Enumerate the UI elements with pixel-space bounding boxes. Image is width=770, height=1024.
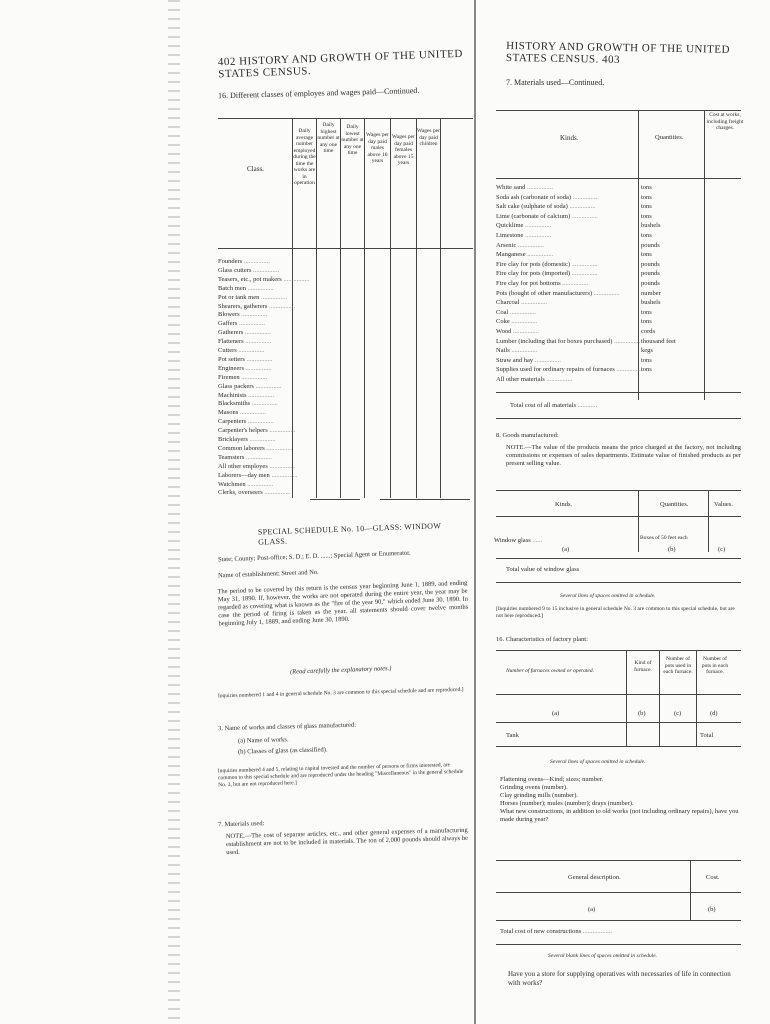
left-section-title: 16. Different classes of employes and wages paid—Continued.: [217, 86, 420, 101]
page-edge-shadow: [168, 0, 180, 1024]
table-cell-unit: tons: [641, 212, 652, 220]
table-cell-unit: tons: [641, 232, 652, 239]
table-row: Laborers—day men .....: [218, 472, 297, 479]
table-row: Clerks, overseers .....: [218, 489, 290, 496]
table-row: Charcoal .....: [496, 299, 547, 306]
table-cell-unit: number: [641, 289, 661, 297]
table-cell-unit: tons: [641, 184, 652, 191]
table-cell-unit: pounds: [641, 270, 660, 278]
cost-head: Cost.: [706, 874, 720, 881]
table-row: Manganese .....: [496, 251, 553, 258]
q16-spaces-note: Several lines of spaces omitted in schedule.: [550, 759, 646, 765]
materials-total-rule: [496, 418, 741, 419]
desc-col-a: (a): [588, 906, 596, 913]
q8-note: NOTE.—The value of the products means the price charged at the factory, not including commissions or expenses of sales departments. Estimate value of finished products as per present selling value.: [506, 444, 741, 467]
table-cell-unit: kegs: [641, 347, 653, 355]
left-running-header: 402 HISTORY AND GROWTH OF THE UNITED STATES CENSUS.: [217, 47, 464, 81]
q3-b: (b) Classes of glass (as classified).: [237, 746, 328, 756]
q16-col-a: (a): [552, 710, 560, 717]
col-divider: [638, 490, 639, 552]
table-row: Fire clay for pots (domestic) .....: [496, 261, 598, 268]
table-row: Coke .....: [496, 318, 537, 325]
desc-total: Total cost of new constructions ..................: [500, 928, 613, 935]
col-divider: [696, 650, 697, 746]
table-row: All other materials .....: [496, 376, 572, 383]
store-question: Have you a store for supplying operatives with necessaries of life in connection with works?: [508, 970, 731, 987]
q16-head2: Kind of furnace.: [634, 660, 652, 673]
q7-note: NOTE.—The cost of separate articles, etc., and other general expenses of a manufacturing establishment are not to be included in materials. The ton of 2,000 pounds should always be used.: [225, 826, 469, 857]
col-divider: [704, 110, 705, 400]
goods-col-b: (b): [668, 546, 676, 553]
materials-total: Total cost of all materials ............: [510, 402, 598, 409]
table-row: Machinists .....: [218, 392, 274, 399]
establishment-line: Name of establishment; Street and No.: [217, 568, 319, 580]
constructions-top-rule: [496, 860, 741, 861]
table-cell-unit: bushels: [641, 222, 661, 230]
plant-bottom-rule: [496, 746, 741, 747]
q16-col-b: (b): [638, 710, 646, 717]
table-row: Pot setters .....: [218, 356, 273, 363]
col-divider: [708, 490, 709, 552]
capital-note: Inquiries numbered 4 and 5, relating to capital invested and the number of persons or firms interested, are common to this special schedule and are reproduced under the heading "Miscellaneous" in the general schedule No. 3, but are not reproduced here.]: [217, 762, 464, 789]
col-divider: [390, 118, 391, 498]
state-line: State; County; Post-office; S. D.; E. D. ......; Special Agent or Enumerator.: [217, 549, 411, 564]
goods-row-rule: [496, 558, 741, 559]
goods-col-a: (a): [562, 546, 570, 553]
table-row: Glass cutters .....: [218, 267, 279, 274]
goods-col-c: (c): [718, 546, 726, 553]
col-divider: [626, 650, 627, 746]
materials-cost-head: Cost at works, including freight charges.: [706, 112, 744, 131]
col-divider: [416, 118, 417, 498]
table-row: Straw and hay .....: [496, 357, 561, 364]
table-row: Teamsters .....: [218, 454, 272, 461]
materials-head-rule: [496, 178, 741, 179]
table-top-rule: [218, 118, 473, 119]
right-section-title: 7. Materials used—Continued.: [506, 78, 605, 87]
col-divider: [364, 118, 365, 498]
goods-window-glass: Window glass ......: [494, 537, 543, 544]
q8-title: 8. Goods manufactured:: [496, 432, 559, 439]
col-divider: [659, 650, 660, 746]
table-cell-unit: pounds: [641, 241, 660, 249]
col-head-high: Daily highest number at any one time: [317, 122, 340, 154]
table-row: Nails .....: [496, 347, 537, 354]
table-row: Teasers, etc., pot makers .....: [218, 276, 309, 283]
table-cell-unit: bushels: [641, 299, 661, 307]
table-row: Cutters .....: [218, 347, 264, 354]
schedule-title: SPECIAL SCHEDULE No. 10—GLASS: WINDOW GLASS.: [257, 521, 442, 547]
table-cell-unit: pounds: [641, 260, 660, 268]
table-row: Glass packers .....: [218, 383, 282, 390]
goods-values-head: Values.: [714, 501, 733, 508]
col-head-males: Wages per day paid males above 16 years: [366, 132, 389, 164]
table-row: Watchmen .....: [218, 481, 273, 488]
q3-title: 3. Name of works and classes of glass manufactured:: [217, 721, 357, 733]
q16-total: Total: [700, 732, 714, 739]
table-bottom-rule: [310, 499, 360, 500]
table-row: Masons .....: [218, 409, 266, 416]
q16-head4: Number of pots in each furnace.: [701, 656, 729, 675]
table-row: Founders .....: [218, 258, 270, 265]
q16-head1: Number of furnaces owned or operated.: [506, 668, 594, 674]
goods-quantity-head: Quantities.: [660, 501, 689, 508]
materials-quantity-head: Quantities.: [655, 134, 684, 141]
right-running-header: HISTORY AND GROWTH OF THE UNITED STATES CENSUS. 403: [505, 39, 731, 66]
col-class-head: Class.: [247, 165, 264, 173]
desc-spaces-note: Several blank lines of spaces omitted in schedule.: [548, 953, 658, 959]
table-row: Limestone .....: [496, 232, 551, 239]
table-row: Supplies used for ordinary repairs of furnaces .....: [496, 366, 642, 373]
col-head-females: Wages per day paid females above 15 years: [392, 134, 415, 166]
list-item: Grinding ovens (number).: [500, 784, 568, 791]
constructions-row-rule: [496, 920, 741, 921]
desc-col-b: (b): [708, 906, 716, 913]
table-row: Carpenters .....: [218, 418, 274, 425]
plant-head-rule: [496, 694, 741, 695]
table-row: Pots (bought of other manufacturers) .....: [496, 290, 620, 297]
table-head-rule: [218, 248, 473, 249]
list-item: Clay grinding mills (number).: [500, 792, 578, 799]
q16-col-d: (d): [710, 710, 718, 717]
col-head-avg: Daily average number employed during the time the works are in operation: [293, 128, 316, 186]
table-bottom-rule: [380, 499, 470, 500]
table-cell-unit: tons: [641, 366, 652, 374]
table-row: Quicklime .....: [496, 222, 551, 229]
col-head-low: Daily lowest number at any one time: [341, 124, 364, 156]
goods-kind-head: Kinds.: [555, 501, 573, 508]
table-cell-unit: tons: [641, 318, 652, 326]
plant-questions: [500, 776, 740, 824]
table-row: White sand .....: [496, 184, 553, 191]
table-row: Fire clay for pots (imported) .....: [496, 270, 598, 277]
goods-head-rule: [496, 516, 741, 517]
q16-title: 16. Characteristics of factory plant:: [496, 636, 588, 643]
table-row: Engineers .....: [218, 365, 272, 372]
table-row: Common laborers .....: [218, 445, 292, 452]
table-cell-unit: tons: [641, 203, 652, 211]
table-row: Lumber (including that for boxes purchased) .....: [496, 338, 640, 345]
plant-row-rule: [496, 722, 741, 723]
q7-title: 7. Materials used:: [217, 820, 265, 829]
list-item: What new constructions, in addition to old works (not including ordinary repairs), have you made during year?: [500, 808, 739, 823]
goods-box-unit: Boxes of 50 feet each: [640, 535, 688, 541]
goods-top-rule: [496, 490, 741, 491]
table-row: Batch men .....: [218, 285, 274, 292]
goods-total-rule: [496, 582, 741, 583]
table-row: Firemen .....: [218, 374, 267, 381]
table-row: Arsenic .....: [496, 242, 544, 249]
constructions-bottom-rule: [496, 944, 741, 945]
table-row: Coal .....: [496, 309, 536, 316]
q16-tank: Tank: [506, 732, 519, 739]
table-cell-unit: cords: [641, 328, 656, 335]
constructions-head-rule: [496, 892, 741, 893]
col-divider: [638, 110, 639, 400]
table-row: Gatherers .....: [218, 329, 271, 336]
col-divider: [316, 118, 317, 498]
table-cell-unit: thousand feet: [641, 337, 676, 345]
col-divider: [340, 118, 341, 498]
table-row: Blacksmiths .....: [218, 400, 278, 407]
materials-bottom-rule: [496, 392, 741, 393]
table-row: Carpenter's helpers .....: [218, 427, 295, 434]
table-cell-unit: tons: [641, 193, 652, 201]
table-cell-unit: pounds: [641, 280, 660, 287]
table-row: Wood .....: [496, 328, 539, 335]
list-item: Flattening ovens—Kind; sizes; number.: [500, 776, 604, 783]
q16-col-c: (c): [674, 710, 682, 717]
table-row: Pot or tank men .....: [218, 294, 287, 301]
col-divider: [440, 118, 441, 498]
table-row: Lime (carbonate of calcium) .....: [496, 213, 598, 220]
desc-head: General description.: [568, 874, 621, 881]
table-row: Salt cake (sulphate of soda) .....: [496, 203, 595, 210]
read-note: (Read carefully the explanatory notes.): [289, 665, 392, 676]
table-cell-unit: tons: [641, 356, 652, 364]
table-cell-unit: tons: [641, 251, 652, 259]
q16-head3: Number of pots used in each furnace.: [663, 656, 693, 675]
list-item: Horses (number); mules (number); drays (number).: [500, 800, 634, 807]
table-row: Gaffers .....: [218, 320, 265, 327]
table-row: Blowers .....: [218, 311, 267, 318]
col-divider: [690, 860, 691, 920]
table-cell-unit: tons: [641, 308, 652, 316]
q3-a: (a) Name of works.: [237, 736, 289, 745]
inquiries-note: Inquiries numbered 1 and 4 in general schedule No. 3 are common to this special schedule and are reproduced.]: [217, 686, 464, 700]
goods-total: Total value of window glass: [506, 566, 580, 573]
goods-spaces-note: Several lines of spaces omitted in schedule.: [560, 593, 656, 599]
table-row: Fire clay for pot bottoms .....: [496, 280, 588, 287]
table-row: Bricklayers .....: [218, 436, 276, 443]
col-head-children: Wages per day paid children: [417, 128, 440, 147]
table-row: All other employes .....: [218, 463, 295, 470]
period-paragraph: The period to be covered by this return is the census year beginning June 1, 1889, and ending May 31, 1890. If, however, the works are not operated during the entire year, the year may be regarded as covering what is known as the "fire of the year 90," which ended June 30, 1890. In case the period of firing is taken as the year, all statements should cover twelve months beginning July 1, 1889, and ending June 30, 1890.: [217, 579, 469, 628]
table-row: Soda ash (carbonate of soda) .....: [496, 194, 599, 201]
book-gutter: [474, 0, 476, 1024]
table-row: Flatteners .....: [218, 338, 271, 345]
goods-inquiries-note: [Inquiries numbered 9 to 15 inclusive in general schedule No. 3 are common to this special schedule, but are not here reproduced.]: [496, 606, 735, 619]
materials-kind-head: Kinds.: [560, 134, 579, 142]
table-row: Shearers, gatherers .....: [218, 303, 295, 310]
plant-top-rule: [496, 650, 741, 651]
